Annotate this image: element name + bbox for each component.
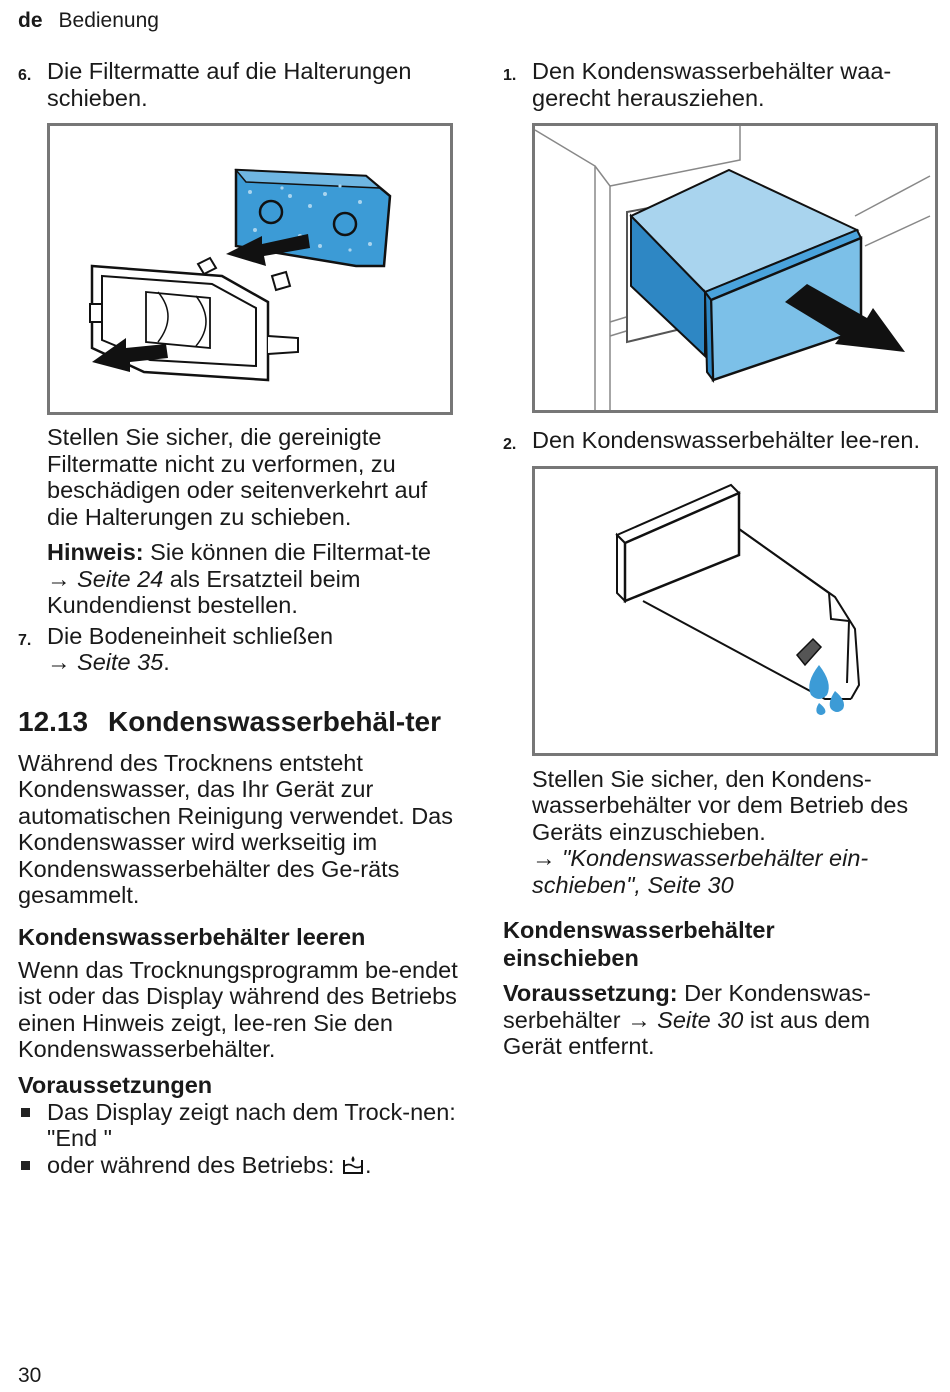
bullet-text: oder während des Betriebs: <box>47 1151 335 1178</box>
hint-text: Sie können die Filtermat-te → <box>47 539 432 592</box>
hint-paragraph <box>47 539 458 619</box>
step-number: 7. <box>18 631 32 649</box>
prerequisite-text: Der Kondenswas-serbehälter → <box>503 980 871 1033</box>
arrow-icon: → <box>532 845 556 871</box>
page-link[interactable]: Seite 24 <box>77 565 164 592</box>
step-number: 2. <box>503 436 517 453</box>
step-7 <box>18 623 458 676</box>
figure-pull-out-container <box>532 123 938 413</box>
section-link[interactable]: "Kondenswasserbehälter ein-schieben", Seite 30 <box>532 845 869 898</box>
intro-paragraph: Während des Trocknens entsteht Kondenswasser, das Ihr Gerät zur automatischen Reinigung verwendet. Das Kondenswasser wird werkseitig im Kondenswasserbehälter des Ge-räts gesammelt. <box>18 749 454 908</box>
bullet-item <box>18 1152 458 1179</box>
subheading-insert: Kondenswasserbehälter einschieben <box>503 917 775 971</box>
figure-empty-container <box>532 466 938 756</box>
figure-filter-mat <box>47 123 453 415</box>
language-code: de <box>18 9 43 32</box>
section-number: 12.13 <box>18 705 89 737</box>
prerequisite-label: Voraussetzung: <box>503 980 678 1006</box>
step-text: Den Kondenswasserbehälter waa-gerecht herausziehen. <box>532 58 892 111</box>
section-title: Kondenswasserbehäl-ter <box>108 705 441 737</box>
requirements-heading: Voraussetzungen <box>18 1071 213 1098</box>
section-name: Bedienung <box>58 9 159 32</box>
page-number: 30 <box>18 1364 42 1387</box>
empty-container-illustration <box>535 469 935 753</box>
left-column <box>18 58 458 1178</box>
step-text: Den Kondenswasserbehälter lee-ren. <box>532 427 920 453</box>
step-6 <box>18 58 458 111</box>
step-number: 1. <box>503 67 517 84</box>
prerequisite-paragraph <box>503 980 923 1060</box>
arrow-icon: → <box>47 649 71 675</box>
hint-text-end: als Ersatzteil beim Kundendienst bestellen. <box>47 565 361 618</box>
step-text: Die Filtermatte auf die Halterungen schieben. <box>47 58 412 111</box>
bullet-item <box>18 1099 458 1152</box>
note-insert-before-use <box>532 766 923 899</box>
subheading-empty: Kondenswasserbehälter leeren <box>18 923 366 950</box>
step-number: 6. <box>18 67 32 84</box>
punctuation: . <box>163 649 170 675</box>
section-heading <box>18 706 458 738</box>
step-text: Die Bodeneinheit schließen <box>47 622 334 649</box>
step-1 <box>503 58 923 111</box>
page-link[interactable]: Seite 35 <box>77 649 164 675</box>
prerequisite-text-end: ist aus dem Gerät entfernt. <box>503 1006 871 1059</box>
punctuation: . <box>364 1151 372 1178</box>
note-text: Stellen Sie sicher, den Kondens-wasserbehälter vor dem Betrieb des Geräts einzuschieben. <box>532 765 909 845</box>
page-link[interactable]: Seite 30 <box>657 1006 744 1033</box>
step-2 <box>503 427 923 454</box>
filter-mat-illustration <box>50 126 450 412</box>
hint-label: Hinweis: <box>47 539 144 565</box>
container-icon <box>341 1154 365 1176</box>
note-filter-orientation: Stellen Sie sicher, die gereinigte Filtermatte nicht zu verformen, zu beschädigen oder seitenverkehrt auf die Halterungen zu schieben. <box>47 424 428 530</box>
right-column <box>503 58 923 1060</box>
page-header <box>18 9 159 33</box>
pull-out-illustration <box>535 126 935 410</box>
bullet-text: Das Display zeigt nach dem Trock-nen: "End " <box>47 1098 456 1151</box>
empty-paragraph: Wenn das Trocknungsprogramm be-endet ist oder das Display während des Betriebs einen Hinweis zeigt, lee-ren Sie den Kondenswasserbehälter. <box>18 956 458 1062</box>
